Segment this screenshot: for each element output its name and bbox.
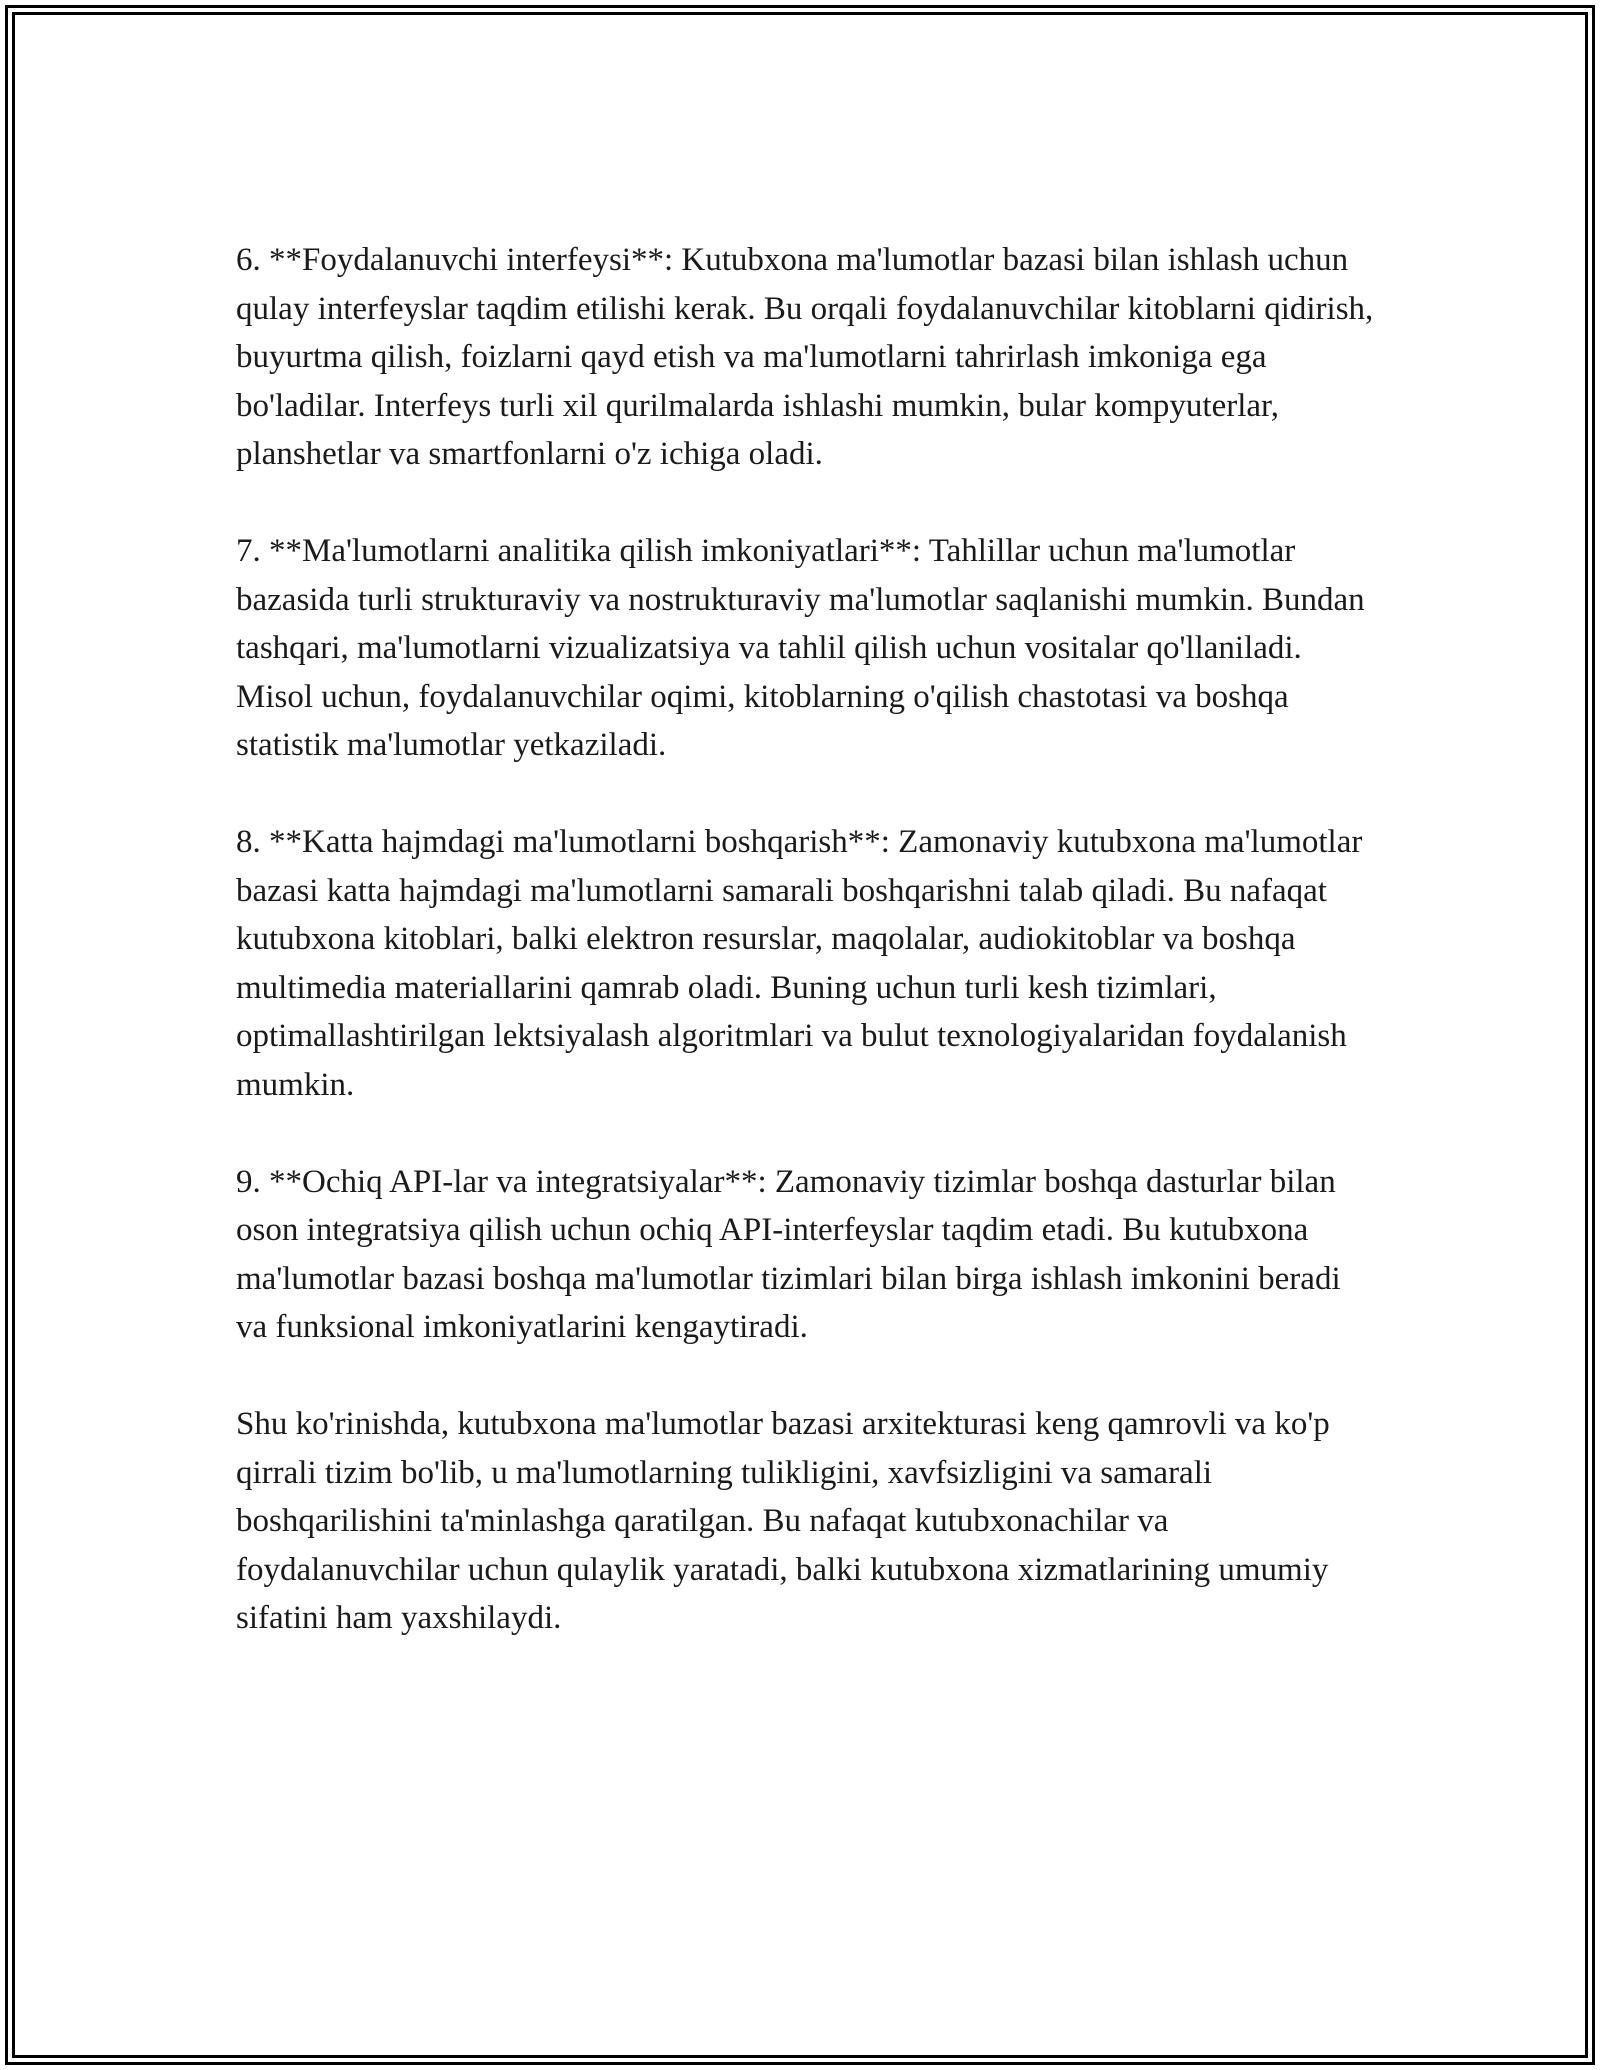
paragraph-big-data-management: 8. **Katta hajmdagi ma'lumotlarni boshqarish**: Zamonaviy kutubxona ma'lumotlar bazasi katta hajmdagi ma'lumotlarni samarali boshqarishni talab qiladi. Bu nafaqat kutubxona kitoblari, balki elektron resurslar, maqolalar, audiokitoblar va boshqa multimedia materiallarini qamrab oladi. Buning uchun turli kesh tizimlari, optimallashtirilgan lektsiyalash algoritmlari va bulut texnologiyalaridan foydalanish mumkin. bbox=[236, 824, 1363, 1103]
paragraph-user-interface: 6. **Foydalanuvchi interfeysi**: Kutubxona ma'lumotlar bazasi bilan ishlash uchun qulay interfeyslar taqdim etilishi kerak. Bu orqali foydalanuvchilar kitoblarni qidirish, buyurtma qilish, foizlarni qayd etish va ma'lumotlarni tahrirlash imkoniga ega bo'ladilar. Interfeys turli xil qurilmalarda ishlashi mumkin, bular kompyuterlar, planshetlar va smartfonlarni o'z ichiga oladi. bbox=[236, 242, 1374, 472]
paragraph-conclusion: Shu ko'rinishda, kutubxona ma'lumotlar bazasi arxitekturasi keng qamrovli va ko'p qirrali tizim bo'lib, u ma'lumotlarning tulikligini, xavfsizligini va samarali boshqarilishini ta'minlashga qaratilgan. Bu nafaqat kutubxonachilar va foydalanuvchilar uchun qulaylik yaratadi, balki kutubxona xizmatlarining umumiy sifatini ham yaxshilaydi. bbox=[236, 1406, 1330, 1636]
paragraph-data-analytics: 7. **Ma'lumotlarni analitika qilish imkoniyatlari**: Tahlillar uchun ma'lumotlar bazasida turli strukturaviy va nostrukturaviy ma'lumotlar saqlanishi mumkin. Bundan tashqari, ma'lumotlarni vizualizatsiya va tahlil qilish uchun vositalar qo'llaniladi. Misol uchun, foydalanuvchilar oqimi, kitoblarning o'qilish chastotasi va boshqa statistik ma'lumotlar yetkaziladi. bbox=[236, 533, 1365, 763]
paragraph-open-api-integrations: 9. **Ochiq API-lar va integratsiyalar**: Zamonaviy tizimlar boshqa dasturlar bilan oson integratsiya qilish uchun ochiq API-interfeyslar taqdim etadi. Bu kutubxona ma'lumotlar bazasi boshqa ma'lumotlar tizimlari bilan birga ishlash imkonini beradi va funksional imkoniyatlarini kengaytiradi. bbox=[236, 1163, 1341, 1345]
document-body bbox=[236, 236, 1376, 1691]
